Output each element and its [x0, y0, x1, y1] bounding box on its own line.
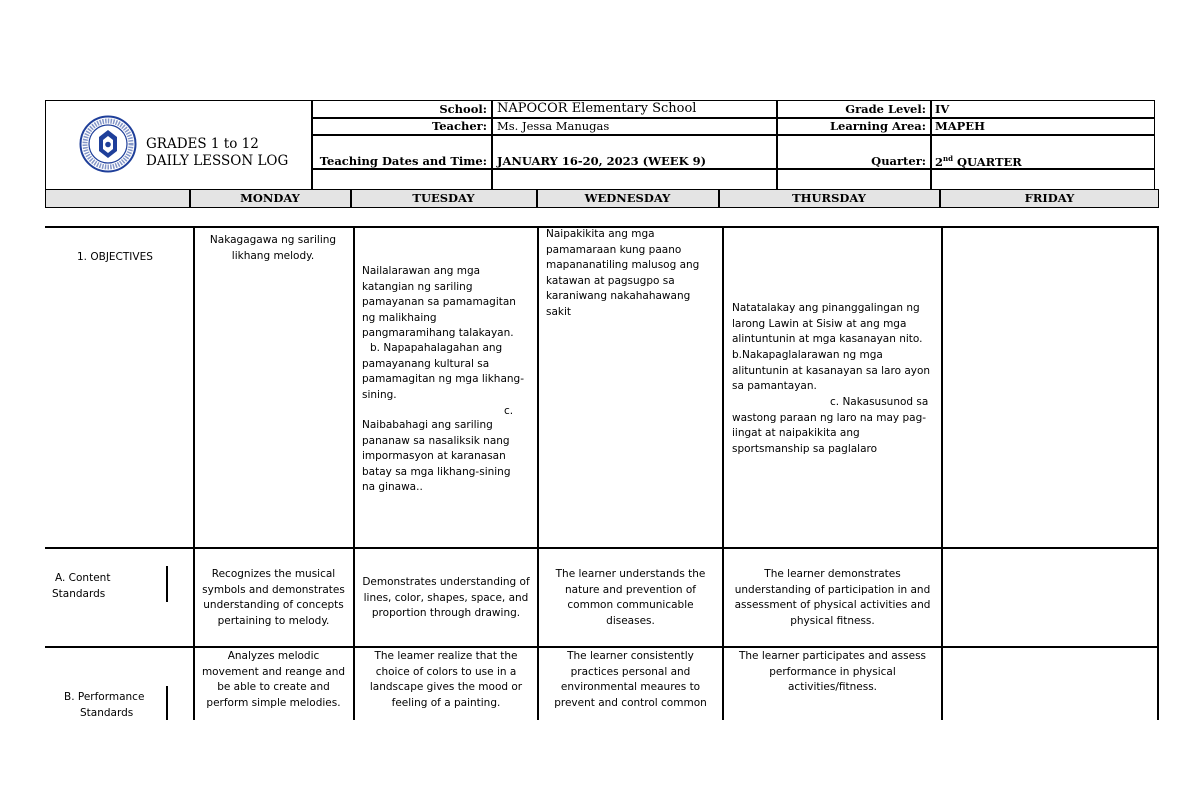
dates-value: JANUARY 16-20, 2023 (WEEK 9) [497, 154, 707, 168]
label-tick [166, 686, 168, 720]
content-thursday: The learner demonstrates understanding of participation in and assessment of physical activities and physical fitness. [734, 568, 931, 627]
objective-tuesday-b: b. Napapahalagahan ang pamayanang kultural sa pamamagitan ng mga likhang-sining. [362, 342, 524, 401]
title-line-1: GRADES 1 to 12 [146, 136, 259, 152]
school-label: School: [439, 102, 487, 116]
header-rule [311, 168, 1155, 170]
teacher-value: Ms. Jessa Manugas [497, 119, 610, 133]
objective-tuesday-c: Naibabahagi ang sariling pananaw sa nasaliksik nang impormasyon at karanasan batay sa mga likhang-sining na ginawa.. [362, 419, 511, 494]
objective-tuesday-a: Nailalarawan ang mga katangian ng sariling pamayanan sa pamamagitan ng malikhaing pangmaramihang talakayan. [362, 265, 516, 340]
objective-thursday-b: b.Nakapaglalarawan ng mga alituntunin at kasanayan sa laro ayon sa pamantayan. [732, 349, 931, 393]
area-label: Learning Area: [829, 119, 926, 133]
performance-wednesday: The learner consistently practices personal and environmental meaures to prevent and control common [554, 650, 707, 709]
row-line [45, 547, 1159, 549]
performance-tuesday: The leamer realize that the choice of colors to use in a landscape gives the mood or feeling of a painting. [369, 650, 523, 709]
grade-label: Grade Level: [845, 102, 926, 116]
teacher-label: Teacher: [432, 119, 487, 133]
quarter-value: 2nd QUARTER [935, 154, 1022, 169]
label-tick [166, 566, 168, 602]
header-divider [930, 100, 932, 201]
day-friday: FRIDAY [1024, 191, 1075, 205]
day-wednesday: WEDNESDAY [584, 191, 671, 205]
grade-value: IV [935, 102, 950, 116]
day-tuesday: TUESDAY [412, 191, 475, 205]
dates-label: Teaching Dates and Time: [319, 154, 487, 168]
row-line [45, 646, 1159, 648]
header-divider [491, 100, 493, 201]
header-rule [311, 134, 1155, 136]
title-line-2: DAILY LESSON LOG [146, 153, 289, 169]
objectives-label: 1. OBJECTIVES [77, 251, 153, 263]
area-value: MAPEH [935, 119, 985, 133]
performance-thursday: The learner participates and assess performance in physical activities/fitness. [738, 650, 927, 694]
quarter-label: Quarter: [871, 154, 926, 168]
performance-standards-label: B. Performance Standards [64, 691, 145, 719]
page-title [146, 136, 288, 170]
objective-thursday-c: c. Nakasusunod sa wastong paraan ng laro na may pag-iingat at naipakikita ang sportsmanship sa paglalaro [732, 396, 929, 455]
objective-thursday-a: Natatalakay ang pinanggalingan ng larong Lawin at Sisiw at ang mga alintuntunin at mga kasanayan nito. [732, 302, 923, 346]
performance-monday: Analyzes melodic movement and reange and be able to create and perform simple melodies. [201, 650, 346, 709]
day-monday: MONDAY [240, 191, 300, 205]
objective-monday: Nakagagawa ng sariling likhang melody. [209, 234, 337, 262]
content-standards-label: A. Content Standards [52, 572, 111, 600]
content-wednesday: The learner understands the nature and prevention of common communicable diseases. [555, 568, 706, 627]
day-thursday: THURSDAY [792, 191, 866, 205]
content-tuesday: Demonstrates understanding of lines, color, shapes, space, and proportion through drawing. [362, 576, 530, 620]
content-monday: Recognizes the musical symbols and demonstrates understanding of concepts pertaining to melody. [202, 568, 345, 627]
deped-seal-icon [79, 115, 137, 173]
objective-wednesday: Naipakikita ang mga pamamaraan kung paano mapananatiling malusog ang katawan at pagsugpo sa karaniwang nakahahawang sakit [546, 228, 700, 318]
objective-tuesday-c-marker: c. [504, 405, 514, 417]
school-value: NAPOCOR Elementary School [497, 101, 697, 116]
